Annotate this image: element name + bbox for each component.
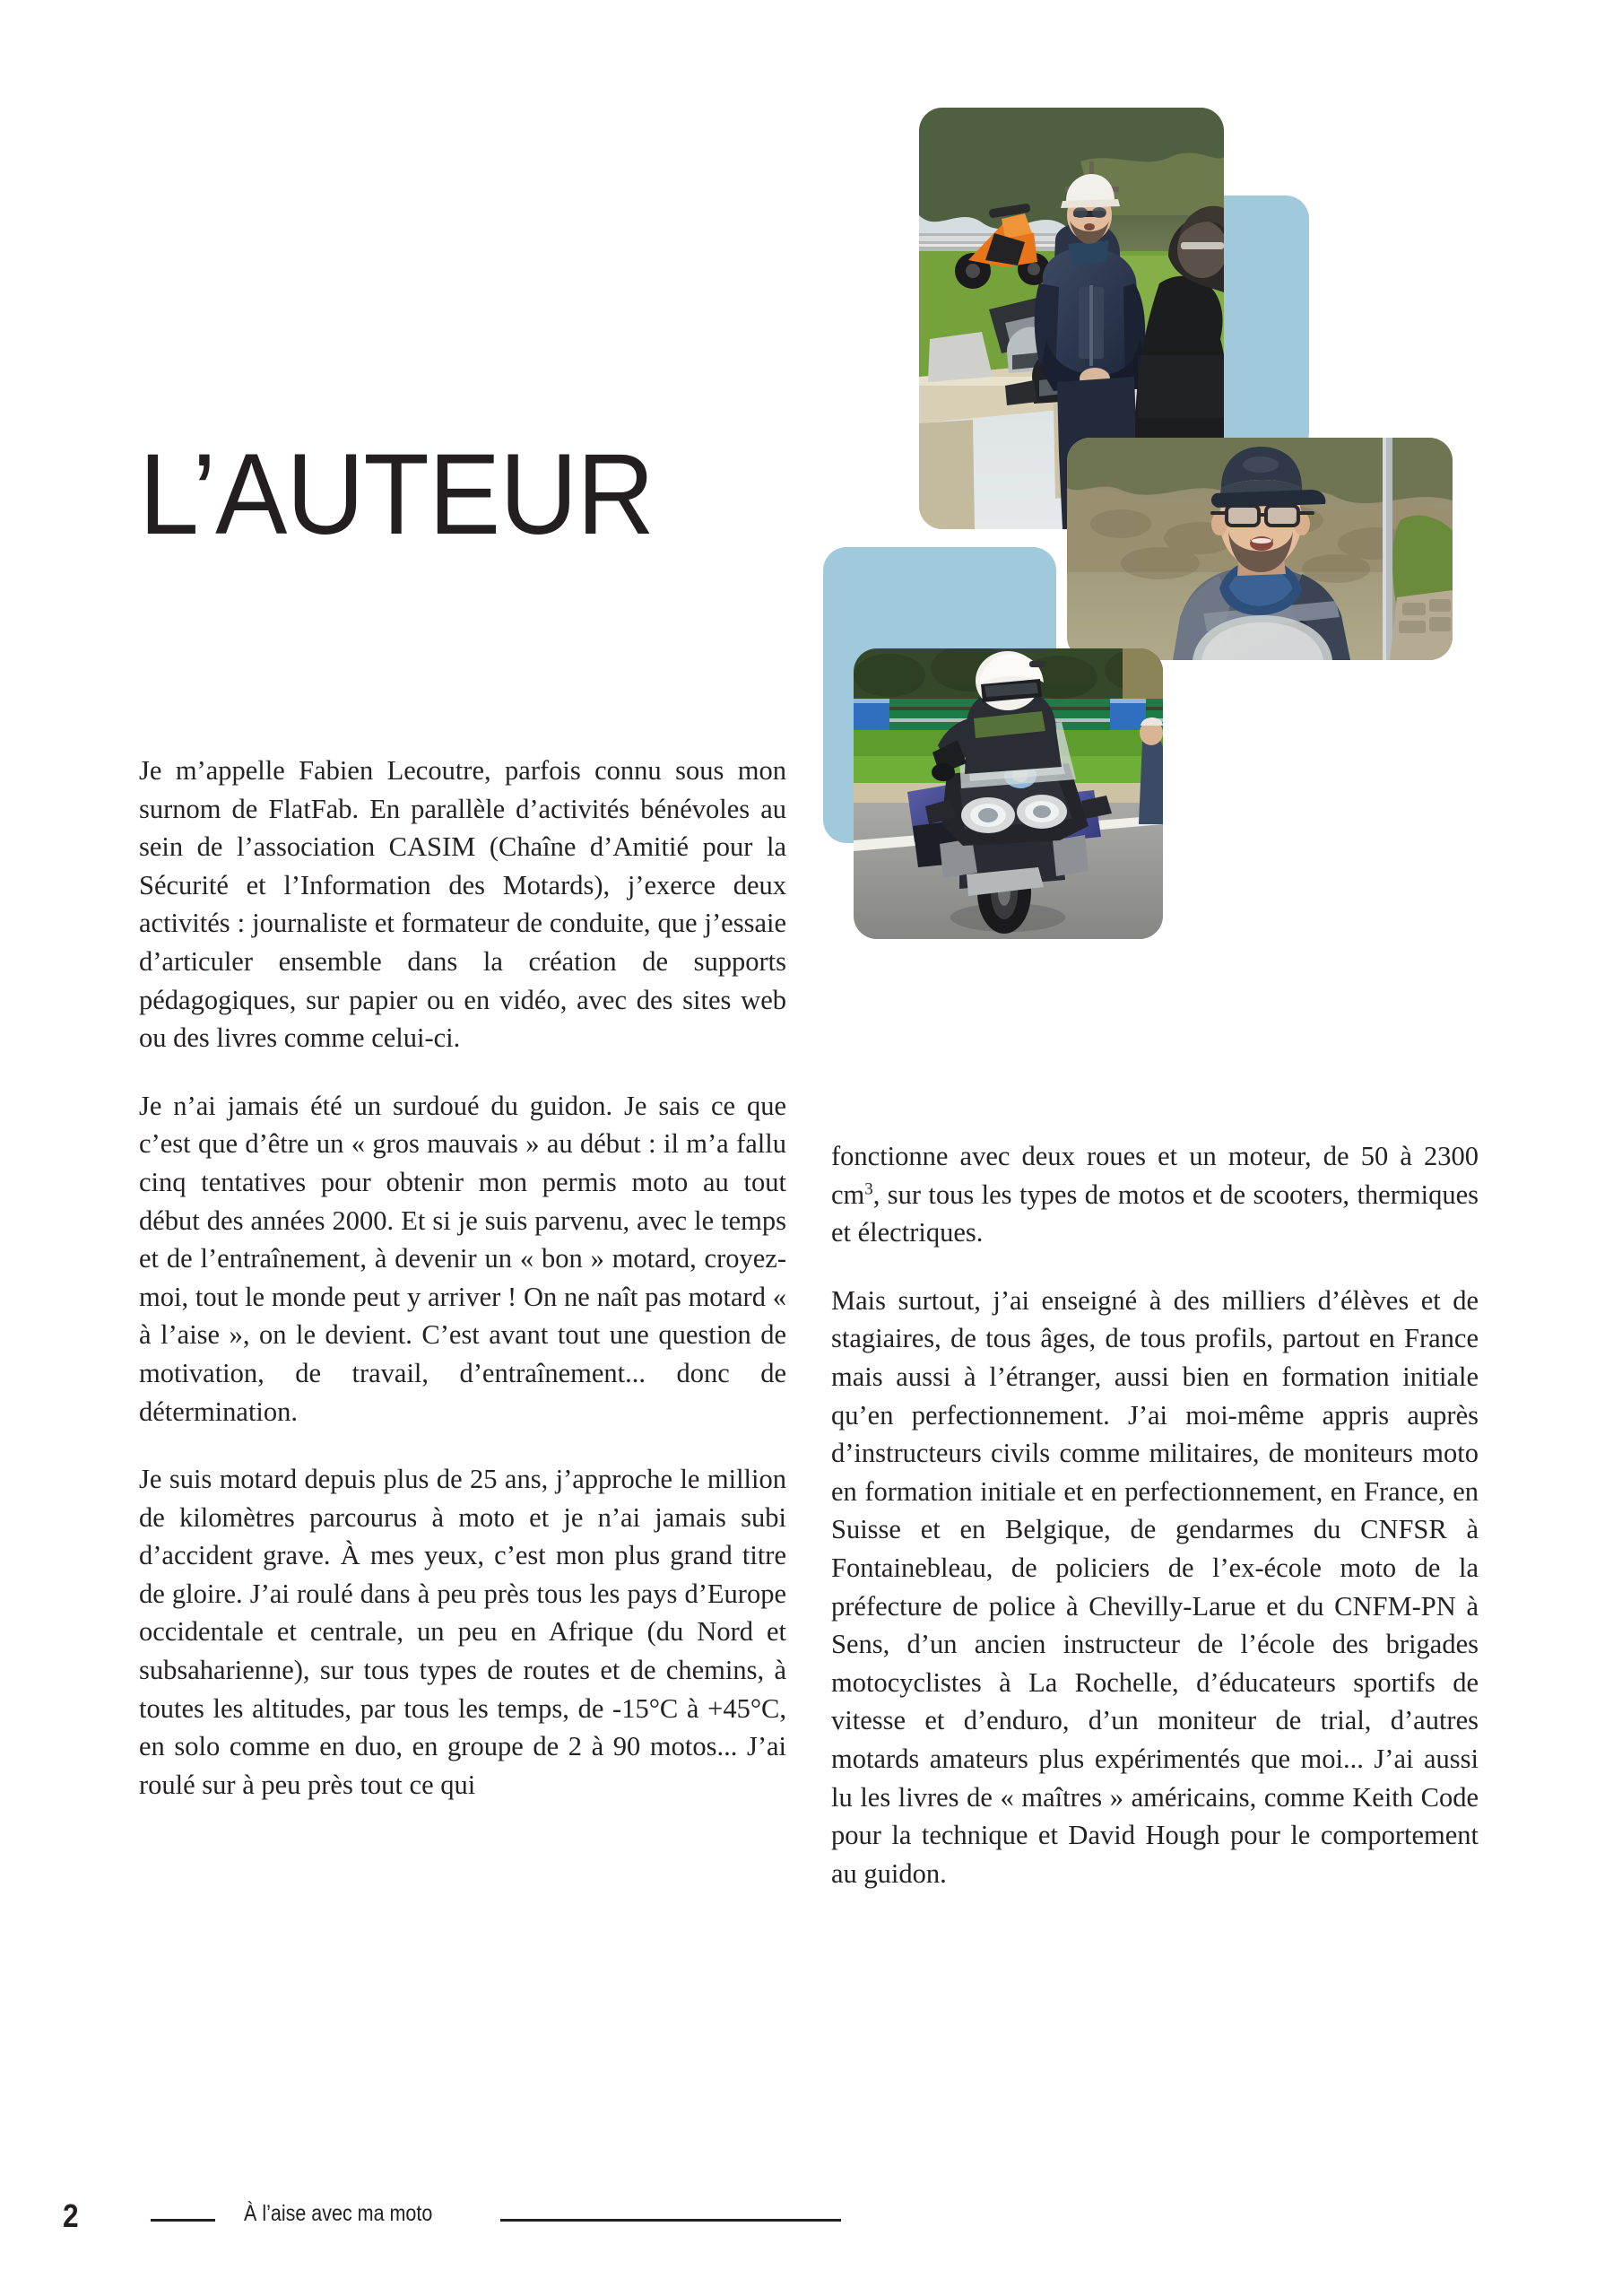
- body-text-right-column: [831, 1137, 1479, 1892]
- paragraph-continuation: [831, 1137, 1479, 1252]
- author-portrait-photo: [1067, 438, 1453, 660]
- footer-rule-long: [500, 2219, 841, 2222]
- motorcycle-on-track-photo: [854, 648, 1163, 939]
- paragraph-teaching: Mais surtout, j’ai enseigné à des milliers d’élèves et de stagiaires, de tous âges, de tous profils, partout en France mais aussi à l’étranger, aussi bien en formation initiale qu’en perfectionnement. J’ai moi-même appris auprès d’instructeurs civils comme militaires, de moniteurs moto en formation initiale et en perfectionnement, en France, en Suisse et en Belgique, de gendarmes du CNFSR à Fontainebleau, de policiers de l’ex-école moto de la préfecture de police à Chevilly-Larue et du CNFM-PN à Sens, d’un ancien instructeur de l’école des brigades motocyclistes à La Rochelle, d’éducateurs sportifs de vitesse et d’enduro, d’un moniteur de trial, d’autres motards amateurs plus expérimentés que moi... J’ai aussi lu les livres de « maîtres » américains, comme Keith Code pour la technique et David Hough pour le comportement au guidon.: [831, 1284, 1479, 1889]
- footer-book-title: À l’aise avec ma moto: [244, 2201, 433, 2226]
- page-title: L’AUTEUR: [139, 430, 655, 559]
- footer-rule-short: [151, 2219, 215, 2222]
- paragraph-experience: Je suis motard depuis plus de 25 ans, j’approche le million de kilomètres parcourus à moto et je n’ai jamais subi d’accident grave. À mes yeux, c’est mon plus grand titre de gloire. J’ai roulé dans à peu près tous les pays d’Europe occidentale et centrale, un peu en Afrique (du Nord et subsaharienne), sur tous types de routes et de chemins, à toutes les altitudes, par tous les temps, de -15°C à +45°C, en solo comme en duo, en groupe de 2 à 90 motos... J’ai roulé sur à peu près tout ce qui: [139, 1464, 786, 1800]
- page-footer: [63, 2197, 798, 2239]
- paragraph-beginnings: Je n’ai jamais été un surdoué du guidon. Je sais ce que c’est que d’être un « gros mauvais » au début : il m’a fallu cinq tentatives pour obtenir mon permis moto au tout début des années 2000. Et si je suis parvenu, avec le temps et de l’entraînement, à devenir un « bon » motard, croyez-moi, tout le monde peut y arriver ! On ne naît pas motard « à l’aise », on le devient. C’est avant tout une question de motivation, de travail, d’entraînement... donc de détermination.: [139, 1090, 786, 1427]
- continuation-pre-text: fonctionne avec deux roues et un moteur, de 50 à 2300 cm: [831, 1141, 1479, 1210]
- paragraph-intro: Je m’appelle Fabien Lecoutre, parfois connu sous mon surnom de FlatFab. En parallèle d’activités bénévoles au sein de l’association CASIM (Chaîne d’Amitié pour la Sécurité et l’Information des Motards), j’exerce deux activités : journaliste et formateur de conduite, que j’essaie d’articuler ensemble dans la création de supports pédagogiques, sur papier ou en vidéo, avec des sites web ou des livres comme celui-ci.: [139, 755, 786, 1054]
- continuation-post-text: , sur tous les types de motos et de scooters, thermiques et électriques.: [831, 1178, 1479, 1248]
- page-number: 2: [63, 2197, 79, 2234]
- photo-collage: [807, 108, 1533, 1049]
- cubic-centimetre-exponent: 3: [864, 1179, 873, 1199]
- body-text-left-column: [139, 752, 786, 1804]
